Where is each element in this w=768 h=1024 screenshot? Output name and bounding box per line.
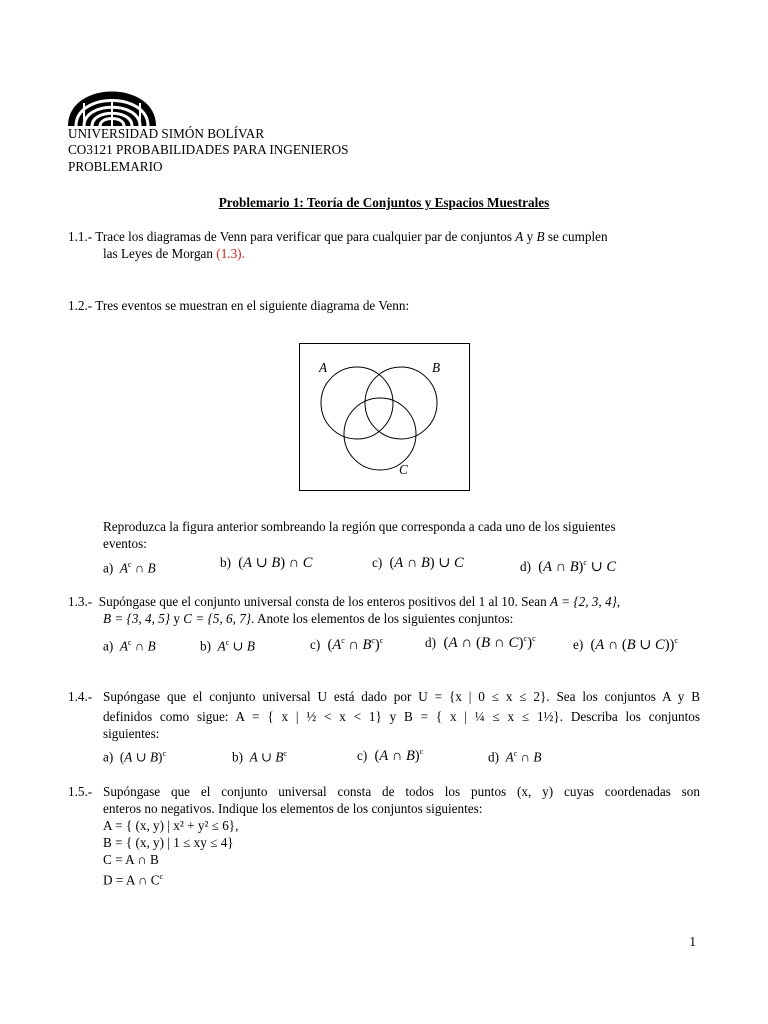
university-logo-icon bbox=[66, 70, 158, 126]
problem-text: las Leyes de Morgan bbox=[103, 246, 213, 261]
option-label: e) bbox=[573, 636, 584, 652]
problem-text: . Anote los elementos de los siguientes conjuntos: bbox=[251, 611, 514, 626]
problem-1-2-line-1 bbox=[68, 298, 409, 314]
option-label: b) bbox=[200, 638, 211, 654]
problem-1-1-line-1 bbox=[68, 229, 608, 245]
option-label: d) bbox=[520, 558, 531, 574]
option-1-4-c: c) (A ∩ B)$^c$ bbox=[357, 747, 424, 764]
complement-superscript: c bbox=[159, 872, 164, 881]
problem-1-2-instruction-2: eventos: bbox=[103, 536, 147, 551]
set-b-def: B = {3, 4, 5} bbox=[103, 611, 171, 626]
university-name: UNIVERSIDAD SIMÓN BOLÍVAR bbox=[68, 126, 265, 141]
option-1-3-a: a) $A^c$ ∩ B bbox=[103, 638, 156, 654]
problem-number: 1.3.- bbox=[68, 594, 93, 609]
page-number: 1 bbox=[689, 934, 696, 949]
venn-label-c: C bbox=[399, 462, 408, 477]
problem-1-5-line-2: enteros no negativos. Indique los elementos de los conjuntos siguientes: bbox=[103, 801, 483, 816]
problem-1-5-number: 1.5.- bbox=[68, 784, 93, 799]
option-1-2-b: b) (A ∪ B) ∩ C bbox=[220, 555, 313, 571]
venn-label-a: A bbox=[319, 360, 328, 375]
option-label: d) bbox=[488, 749, 499, 765]
option-1-3-b: b) $A^c$ ∪ B bbox=[200, 638, 255, 654]
set-b-definition: B = { (x, y) | 1 ≤ xy ≤ 4} bbox=[103, 835, 234, 850]
reference-link[interactable]: (1.3) bbox=[216, 246, 242, 261]
problem-1-5-line-1: Supóngase que el conjunto universal consta de todos los puntos (x, y) cuyas coordenadas son bbox=[103, 784, 700, 799]
option-label: c) bbox=[357, 747, 368, 763]
problem-1-4-line-1: Supóngase que el conjunto universal U está dado por U = {x | 0 ≤ x ≤ 2}. Sea los conjuntos A y B bbox=[103, 689, 700, 704]
problem-number: 1.2.- bbox=[68, 298, 93, 313]
option-label: b) bbox=[220, 555, 231, 570]
option-label: a) bbox=[103, 638, 114, 654]
set-a-definition: A = { (x, y) | x² + y² ≤ 6}, bbox=[103, 818, 239, 833]
problem-1-3-line-1 bbox=[68, 594, 700, 610]
conj-y: y bbox=[173, 611, 180, 626]
option-label: c) bbox=[310, 636, 321, 652]
set-a-def: A = {2, 3, 4}, bbox=[550, 594, 621, 609]
option-label: b) bbox=[232, 749, 243, 765]
set-d-text: D = A ∩ C bbox=[103, 872, 160, 888]
option-1-3-c: c) ($A^c$ ∩ $B^c)^c$ bbox=[310, 636, 384, 653]
set-c-definition: C = A ∩ B bbox=[103, 852, 159, 867]
document-type: PROBLEMARIO bbox=[68, 159, 163, 174]
problem-text: Tres eventos se muestran en el siguiente diagrama de Venn: bbox=[95, 298, 410, 313]
option-1-2-a: a) $A^c$ ∩ B bbox=[103, 560, 156, 576]
course-name: CO3121 PROBABILIDADES PARA INGENIEROS bbox=[68, 142, 349, 157]
option-label: c) bbox=[372, 555, 383, 570]
period: . bbox=[241, 246, 245, 261]
problem-1-1-line-2 bbox=[103, 246, 245, 262]
venn-label-b: B bbox=[432, 360, 441, 375]
problem-1-4-line-2: definidos como sigue: A = { x | ½ < x < 1} y B = { x | ¼ ≤ x ≤ 1½}. Describa los conjuntos bbox=[103, 709, 700, 724]
var-a: A bbox=[515, 229, 524, 244]
problem-number: 1.1.- bbox=[68, 229, 93, 244]
option-label: a) bbox=[103, 749, 114, 765]
problem-1-4-line-3: siguientes: bbox=[103, 726, 160, 741]
option-1-2-c: c) (A ∩ B) ∪ C bbox=[372, 555, 464, 571]
option-1-3-e: e) (A ∩ (B ∪ C))$^c$ bbox=[573, 636, 678, 653]
option-1-4-b: b) A ∪ $B^c$ bbox=[232, 749, 287, 765]
venn-diagram bbox=[299, 343, 470, 491]
option-label: d) bbox=[425, 635, 436, 650]
problem-text: Supóngase que el conjunto universal consta de los enteros positivos del 1 al 10. Sean bbox=[98, 594, 547, 609]
problem-text: Trace los diagramas de Venn para verificar que para cualquier par de conjuntos bbox=[95, 229, 512, 244]
problem-1-3-line-2 bbox=[103, 611, 513, 627]
page-title: Problemario 1: Teoría de Conjuntos y Espacios Muestrales bbox=[218, 195, 550, 210]
set-d-definition bbox=[103, 869, 163, 888]
option-label: a) bbox=[103, 560, 114, 576]
option-1-4-a: a) (A ∪ B)$^c$ bbox=[103, 749, 166, 765]
option-1-2-d: d) (A ∩ B)$^c$ ∪ C bbox=[520, 558, 617, 575]
problem-1-2-instruction: Reproduzca la figura anterior sombreando la región que corresponda a cada uno de los siguientes bbox=[103, 519, 616, 534]
set-c-def: C = {5, 6, 7} bbox=[183, 611, 252, 626]
option-1-3-d: d) (A ∩ (B ∩ C)$^c$)$^c$ bbox=[425, 634, 536, 651]
conj-y: y bbox=[526, 229, 534, 244]
problem-text-end: se cumplen bbox=[547, 229, 608, 244]
option-1-4-d: d) $A^c$ ∩ B bbox=[488, 749, 542, 765]
var-b: B bbox=[536, 229, 545, 244]
problem-1-4-number: 1.4.- bbox=[68, 689, 93, 704]
